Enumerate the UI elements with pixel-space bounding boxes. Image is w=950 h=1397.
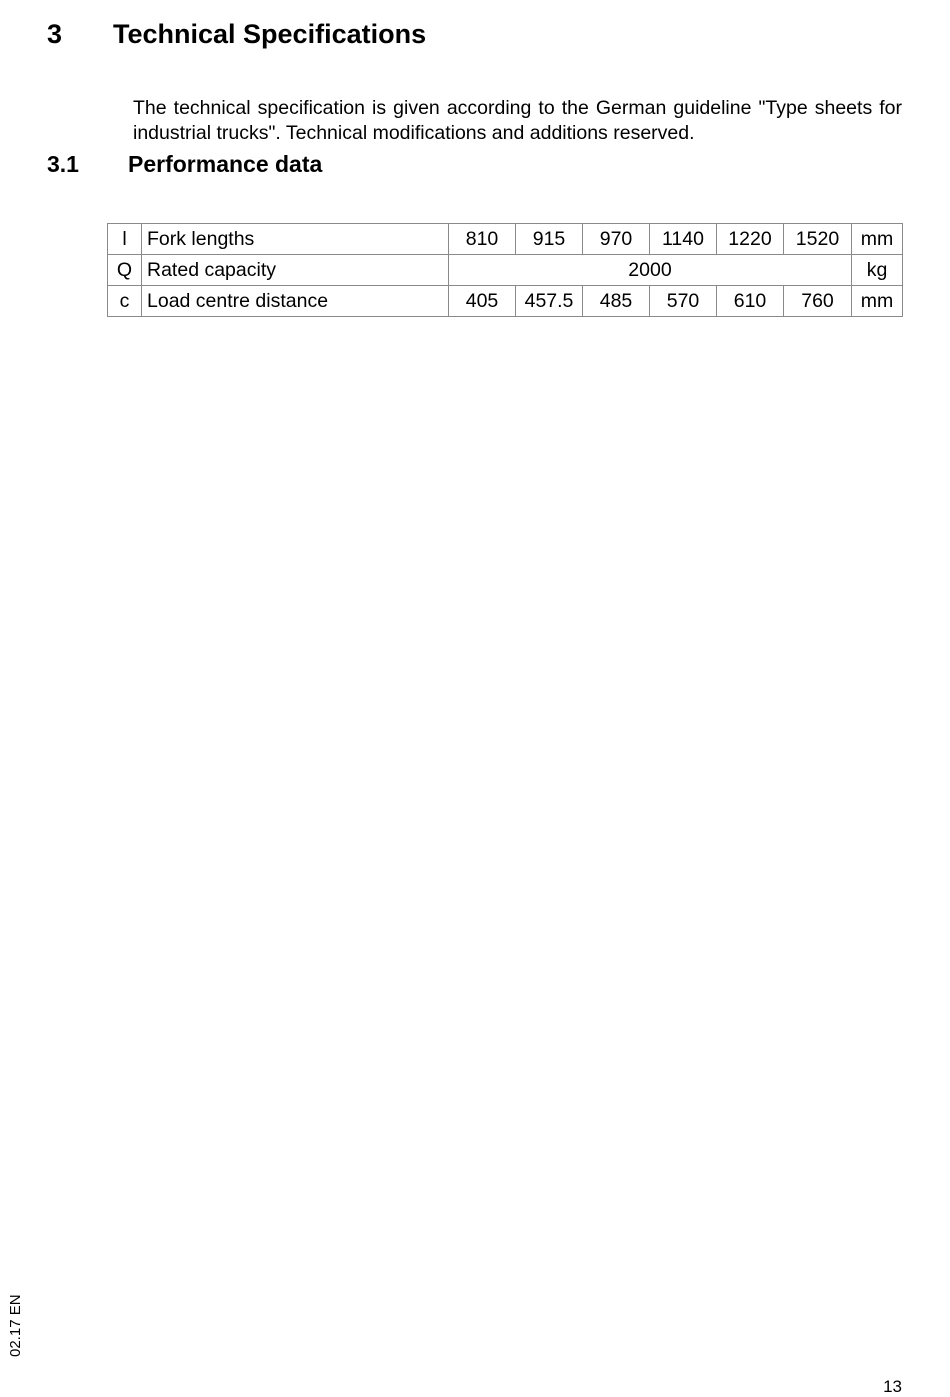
table-cell: 1140 — [650, 224, 717, 255]
section-title: Technical Specifications — [113, 19, 427, 49]
subsection-heading — [47, 150, 322, 178]
section-heading — [47, 18, 426, 50]
subsection-title: Performance data — [128, 151, 323, 177]
table-cell: 457.5 — [516, 286, 583, 317]
subsection-number: 3.1 — [47, 151, 79, 177]
page-number: 13 — [883, 1377, 902, 1396]
table-cell: 970 — [583, 224, 650, 255]
table-cell: 570 — [650, 286, 717, 317]
table-cell-merged: 2000 — [449, 255, 852, 286]
table-cell: 1220 — [717, 224, 784, 255]
row-symbol: c — [108, 286, 142, 317]
row-label: Load centre distance — [142, 286, 449, 317]
row-label: Rated capacity — [142, 255, 449, 286]
table-row-fork-lengths — [108, 224, 903, 255]
edition-note: 02.17 EN — [7, 1294, 24, 1357]
row-symbol: l — [108, 224, 142, 255]
table-row-rated-capacity — [108, 255, 903, 286]
table-cell: 1520 — [784, 224, 852, 255]
table-row-load-centre-distance — [108, 286, 903, 317]
row-label: Fork lengths — [142, 224, 449, 255]
row-unit: mm — [852, 286, 903, 317]
row-unit: mm — [852, 224, 903, 255]
table-cell: 405 — [449, 286, 516, 317]
table-cell: 810 — [449, 224, 516, 255]
table-cell: 760 — [784, 286, 852, 317]
table-cell: 610 — [717, 286, 784, 317]
table-cell: 485 — [583, 286, 650, 317]
performance-data-table — [107, 223, 903, 317]
row-unit: kg — [852, 255, 903, 286]
intro-paragraph: The technical specification is given according to the German guideline "Type sheets for industrial trucks". Technical modifications and additions reserved. — [133, 96, 902, 144]
table-cell: 915 — [516, 224, 583, 255]
section-number: 3 — [47, 19, 63, 49]
row-symbol: Q — [108, 255, 142, 286]
